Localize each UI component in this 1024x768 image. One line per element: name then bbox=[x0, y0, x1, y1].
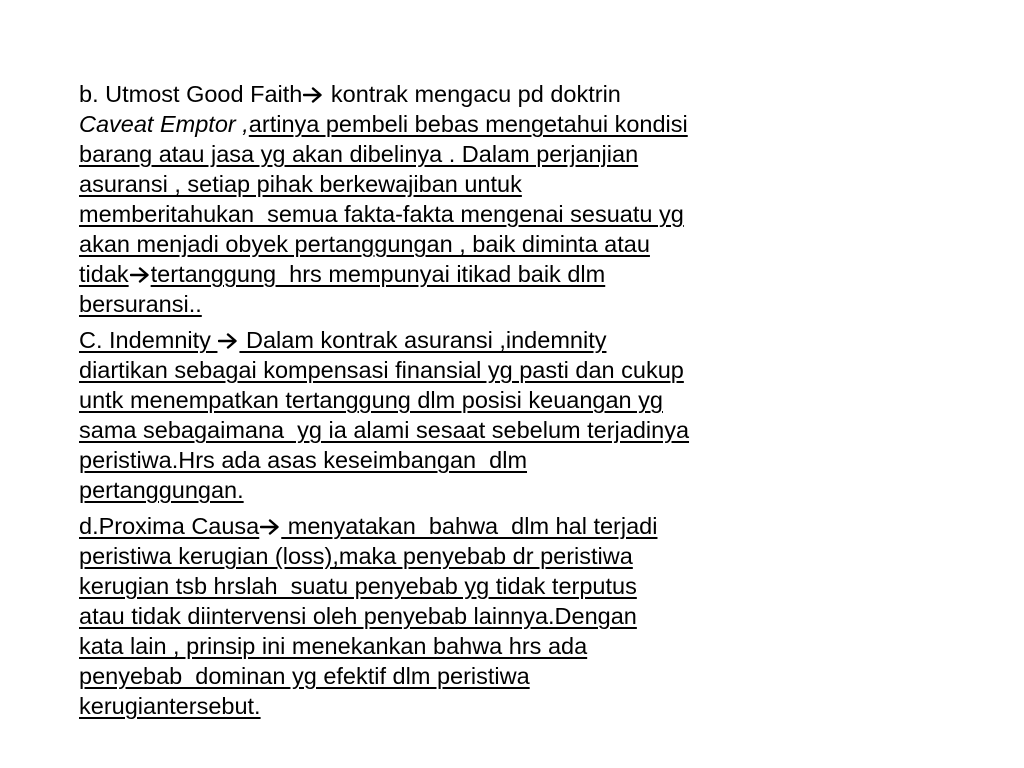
text-line bbox=[79, 169, 839, 199]
text-run: Dalam kontrak asuransi ,indemnity bbox=[239, 327, 607, 353]
text-line bbox=[79, 631, 839, 661]
text-line bbox=[79, 541, 839, 571]
text-line bbox=[79, 601, 839, 631]
slide-body-text bbox=[79, 79, 839, 727]
text-run: tidak bbox=[79, 261, 129, 287]
text-run: peristiwa.Hrs ada asas keseimbangan dlm bbox=[79, 447, 528, 473]
text-line bbox=[79, 475, 839, 505]
text-run: asuransi , setiap pihak berkewajiban untuk bbox=[79, 171, 522, 197]
text-line bbox=[79, 109, 839, 139]
text-line bbox=[79, 511, 839, 541]
text-run: tertanggung hrs mempunyai itikad baik dlm bbox=[150, 261, 606, 287]
text-line bbox=[79, 661, 839, 691]
text-run: penyebab dominan yg efektif dlm peristiwa bbox=[79, 663, 530, 689]
text-run: menyatakan bahwa dlm hal terjadi bbox=[281, 513, 658, 539]
text-run: akan menjadi obyek pertanggungan , baik diminta atau bbox=[79, 231, 650, 257]
text-run: Caveat Emptor , bbox=[79, 111, 249, 137]
text-run: peristiwa kerugian (loss),maka penyebab dr peristiwa bbox=[79, 543, 633, 569]
text-line bbox=[79, 229, 839, 259]
text-line bbox=[79, 445, 839, 475]
paragraph-proxima-causa bbox=[79, 511, 839, 721]
text-run: kata lain , prinsip ini menekankan bahwa hrs ada bbox=[79, 633, 588, 659]
text-line bbox=[79, 325, 839, 355]
right-arrow-icon bbox=[129, 261, 151, 287]
text-line bbox=[79, 259, 839, 289]
text-run: atau tidak diintervensi oleh penyebab lainnya.Dengan bbox=[79, 603, 637, 629]
text-run: bersuransi.. bbox=[79, 291, 202, 317]
text-run: barang atau jasa yg akan dibelinya . Dalam perjanjian bbox=[79, 141, 639, 167]
right-arrow-icon bbox=[259, 513, 281, 539]
text-run: b. Utmost Good Faith bbox=[79, 81, 303, 107]
right-arrow-icon bbox=[217, 327, 239, 353]
text-run: d.Proxima Causa bbox=[79, 513, 260, 539]
text-line bbox=[79, 415, 839, 445]
text-line bbox=[79, 691, 839, 721]
text-line bbox=[79, 199, 839, 229]
text-line bbox=[79, 139, 839, 169]
text-run: kontrak mengacu pd doktrin bbox=[324, 81, 621, 107]
paragraph-utmost-good-faith bbox=[79, 79, 839, 319]
text-line bbox=[79, 289, 839, 319]
text-run: pertanggungan. bbox=[79, 477, 244, 503]
text-run: sama sebagaimana yg ia alami sesaat sebelum terjadinya bbox=[79, 417, 690, 443]
text-line bbox=[79, 79, 839, 109]
text-run: kerugian tsb hrslah suatu penyebab yg tidak terputus bbox=[79, 573, 637, 599]
right-arrow-icon bbox=[302, 81, 324, 107]
text-line bbox=[79, 355, 839, 385]
text-run: artinya pembeli bebas mengetahui kondisi bbox=[248, 111, 688, 137]
paragraph-indemnity bbox=[79, 325, 839, 505]
text-line bbox=[79, 385, 839, 415]
text-line bbox=[79, 571, 839, 601]
text-run: kerugiantersebut. bbox=[79, 693, 261, 719]
text-run: memberitahukan semua fakta-fakta mengenai sesuatu yg bbox=[79, 201, 684, 227]
text-run: diartikan sebagai kompensasi finansial yg pasti dan cukup bbox=[79, 357, 684, 383]
text-run: untk menempatkan tertanggung dlm posisi keuangan yg bbox=[79, 387, 663, 413]
text-run: C. Indemnity bbox=[79, 327, 218, 353]
